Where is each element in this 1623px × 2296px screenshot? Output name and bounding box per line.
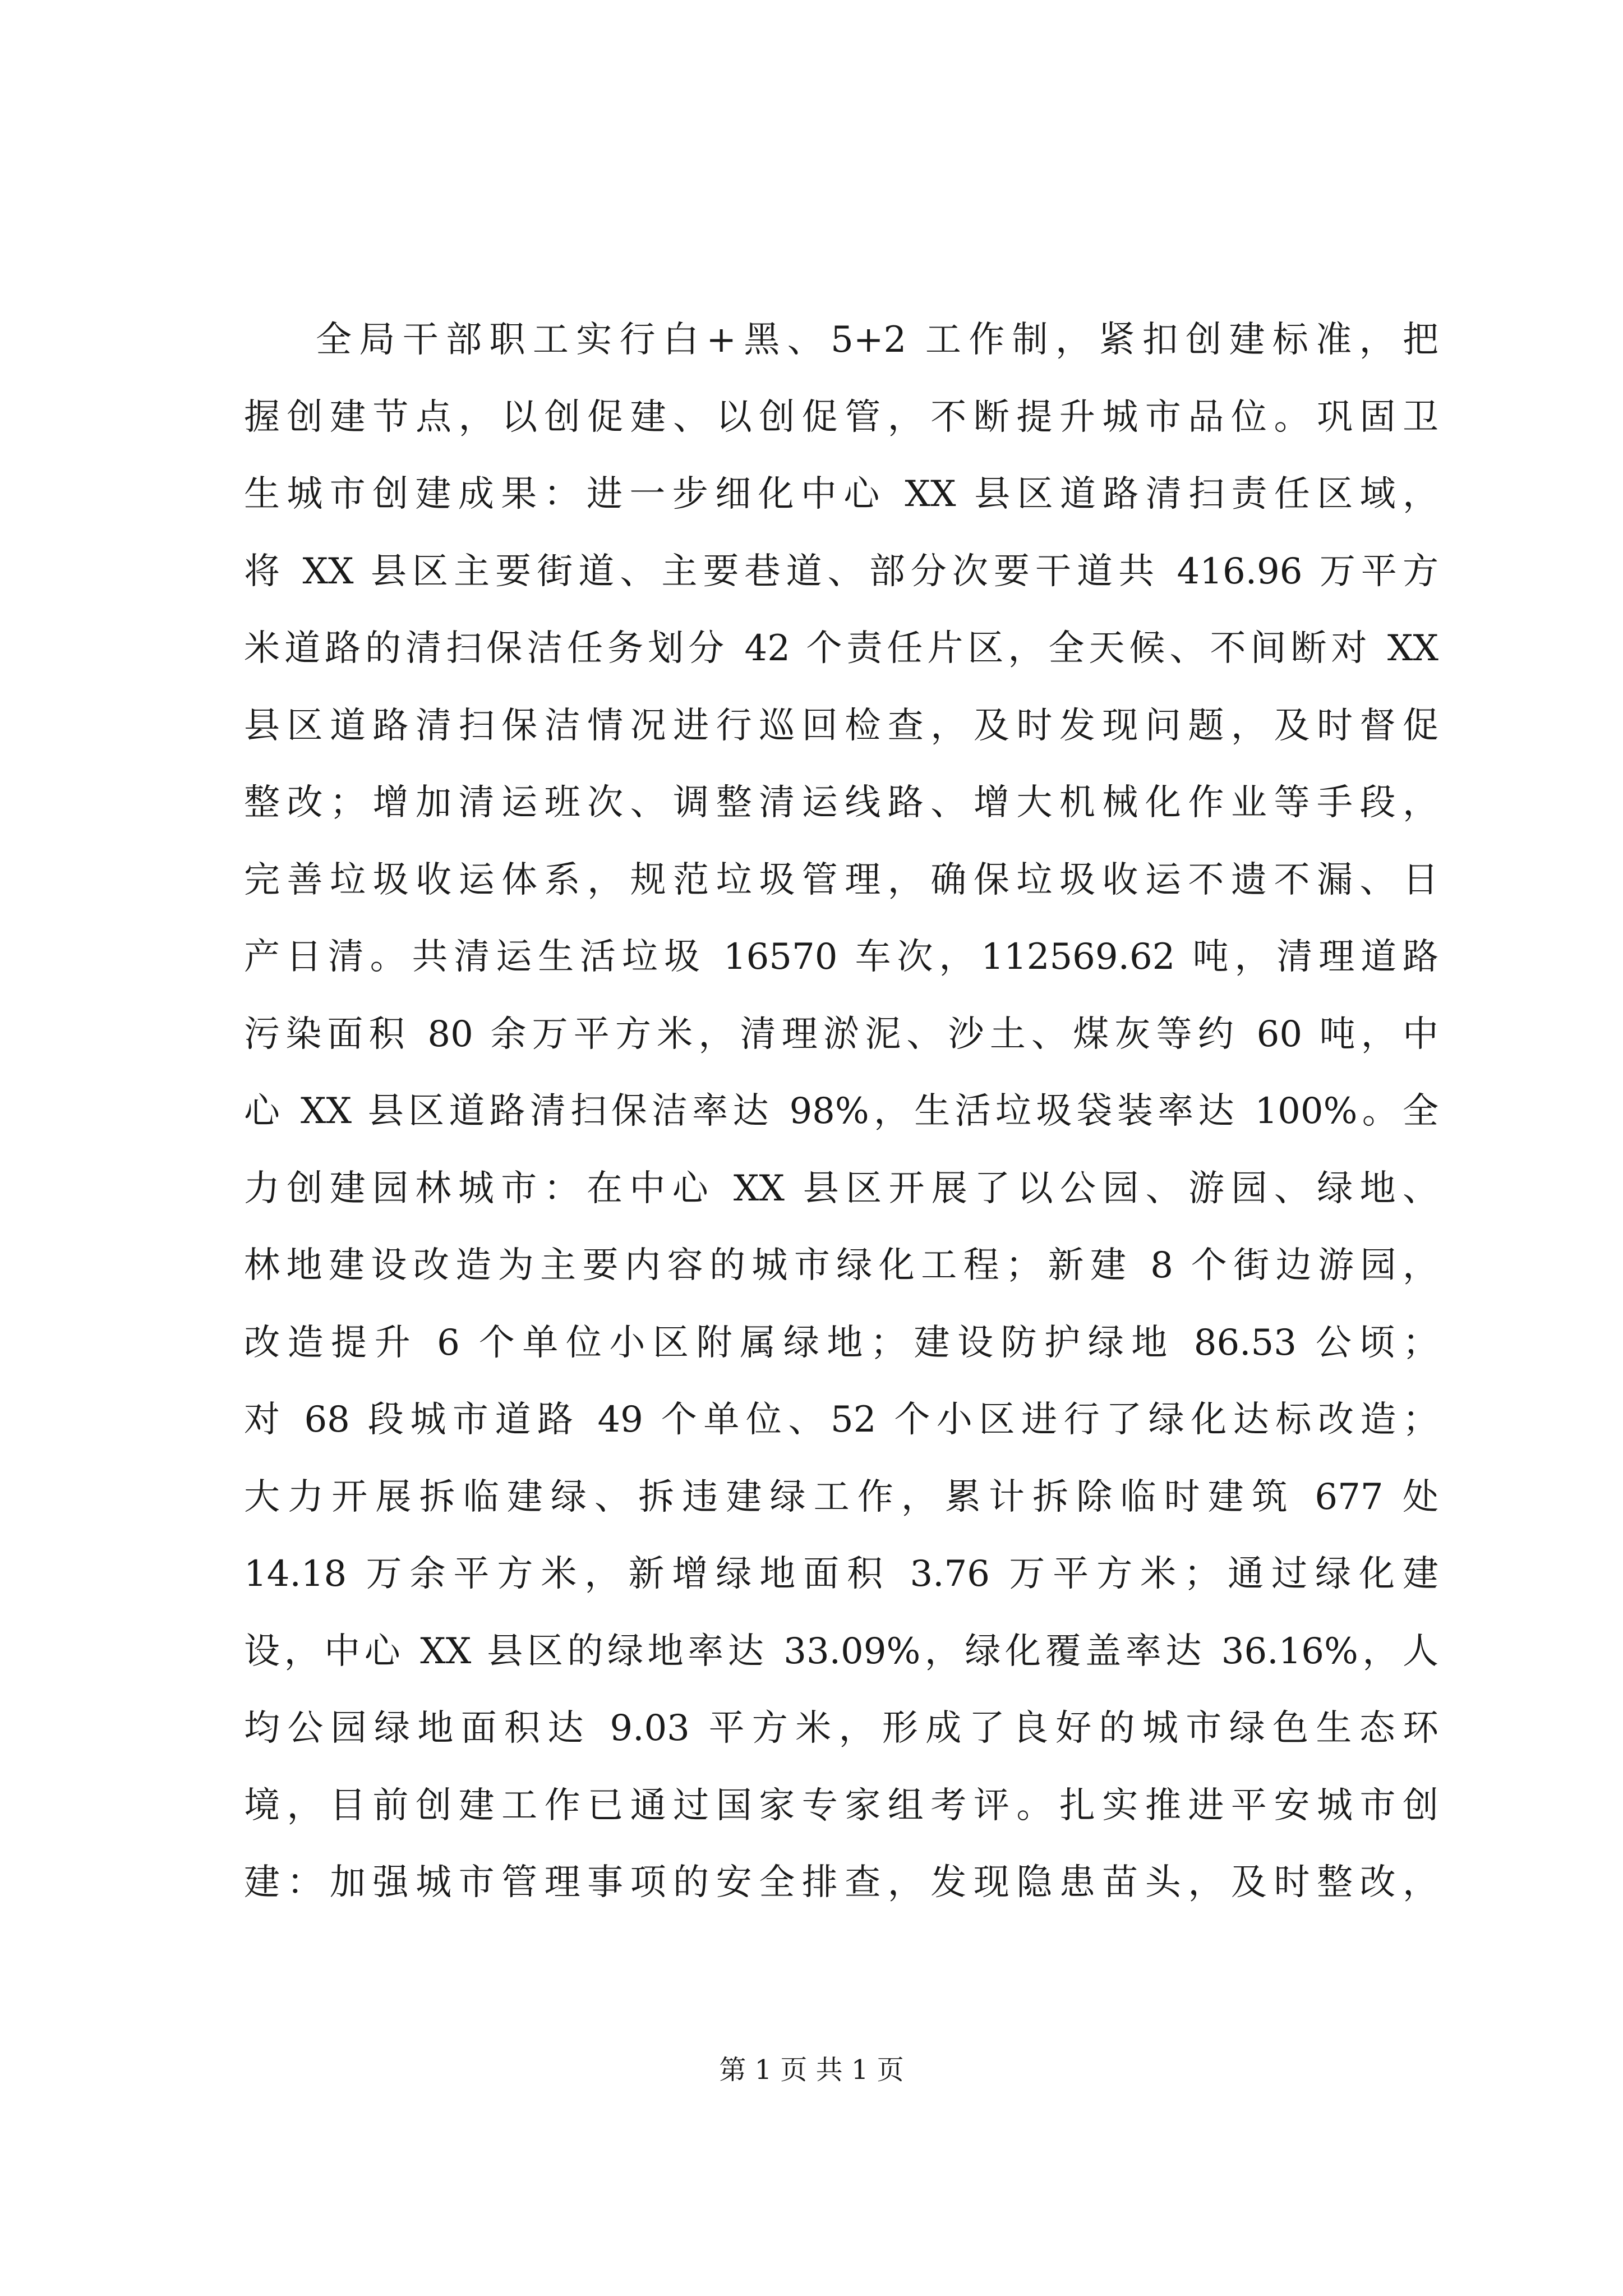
paragraph-line: 境，目前创建工作已通过国家专家组考评。扎实推进平安城市创 (244, 1784, 1438, 1826)
paragraph-line: 力创建园林城市：在中心 XX 县区开展了以公园、游园、绿地、 (244, 1167, 1438, 1209)
paragraph-line: 将 XX 县区主要街道、主要巷道、部分次要干道共 416.96 万平方 (244, 550, 1438, 592)
body-paragraph (244, 302, 1438, 1922)
paragraph-line: 林地建设改造为主要内容的城市绿化工程；新建 8 个街边游园， (244, 1245, 1438, 1286)
paragraph-line: 生城市创建成果：进一步细化中心 XX 县区道路清扫责任区域， (244, 473, 1438, 515)
paragraph-line: 县区道路清扫保洁情况进行巡回检查，及时发现问题，及时督促 (244, 705, 1438, 747)
paragraph-line: 握创建节点，以创促建、以创促管，不断提升城市品位。巩固卫 (244, 396, 1438, 438)
paragraph-line: 改造提升 6 个单位小区附属绿地；建设防护绿地 86.53 公顷； (244, 1322, 1438, 1364)
paragraph-line: 14.18 万余平方米，新增绿地面积 3.76 万平方米；通过绿化建 (244, 1553, 1438, 1595)
page-number-footer: 第 1 页 共 1 页 (719, 2054, 904, 2086)
paragraph-line: 全局干部职工实行白+黑、5+2 工作制，紧扣创建标准，把 (316, 319, 1438, 361)
paragraph-line: 心 XX 县区道路清扫保洁率达 98%，生活垃圾袋装率达 100%。全 (244, 1091, 1438, 1132)
paragraph-line: 建：加强城市管理事项的安全排查，发现隐患苗头，及时整改， (244, 1862, 1438, 1903)
paragraph-line: 污染面积 80 余万平方米，清理淤泥、沙土、煤灰等约 60 吨，中 (244, 1013, 1438, 1055)
paragraph-line: 产日清。共清运生活垃圾 16570 车次，112569.62 吨，清理道路 (244, 936, 1438, 978)
paragraph-line: 整改；增加清运班次、调整清运线路、增大机械化作业等手段， (244, 782, 1438, 823)
paragraph-line: 完善垃圾收运体系，规范垃圾管理，确保垃圾收运不遗不漏、日 (244, 859, 1438, 901)
paragraph-line: 设，中心 XX 县区的绿地率达 33.09%，绿化覆盖率达 36.16%，人 (244, 1630, 1438, 1672)
paragraph-line: 米道路的清扫保洁任务划分 42 个责任片区，全天候、不间断对 XX (244, 628, 1438, 669)
paragraph-line: 大力开展拆临建绿、拆违建绿工作，累计拆除临时建筑 677 处 (244, 1476, 1438, 1518)
paragraph-line: 均公园绿地面积达 9.03 平方米，形成了良好的城市绿色生态环 (244, 1708, 1438, 1749)
paragraph-line: 对 68 段城市道路 49 个单位、52 个小区进行了绿化达标改造； (244, 1399, 1438, 1441)
